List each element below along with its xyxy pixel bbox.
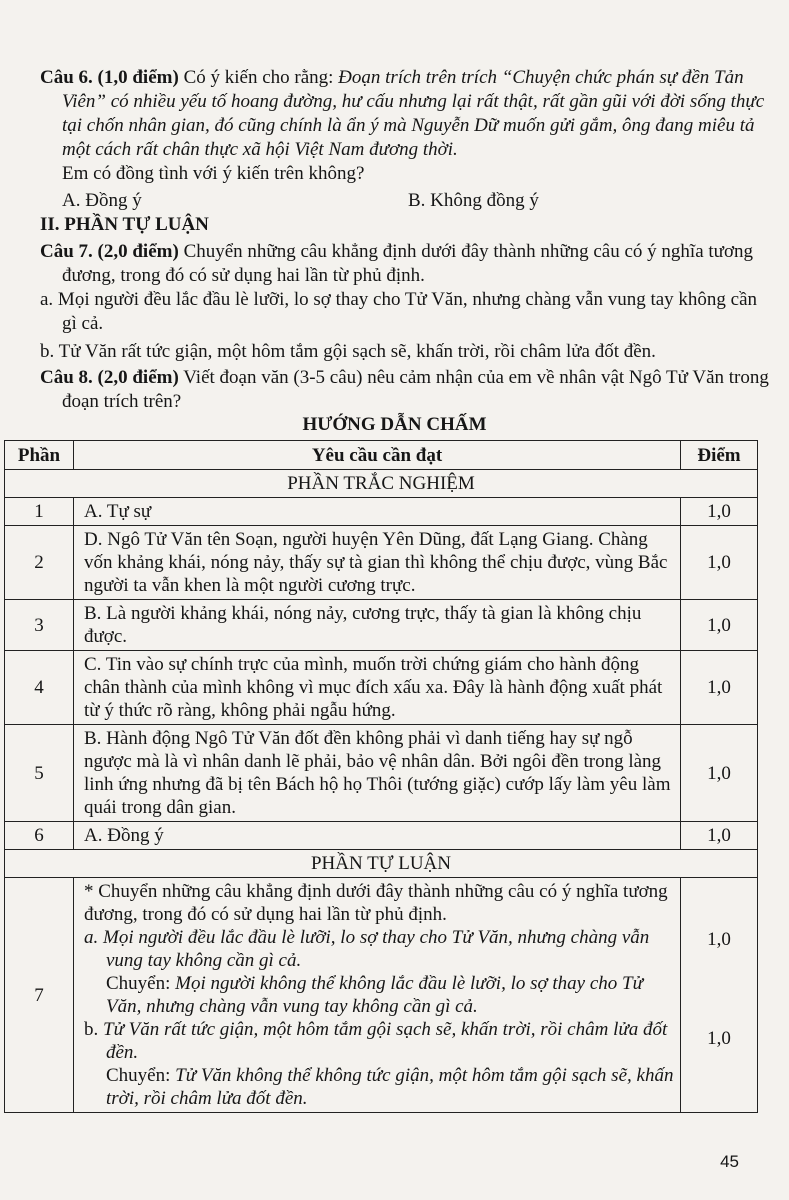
row-7-a-text: a. Mọi người đều lắc đầu lè lưỡi, lo sợ thay cho Tử Văn, nhưng chàng vẫn vung tay không cần gì cả. xyxy=(84,927,650,971)
row-part: 4 xyxy=(5,651,74,725)
section-essay-heading: II. PHẦN TỰ LUẬN xyxy=(40,214,209,235)
table-row xyxy=(5,822,758,850)
table-row xyxy=(5,878,758,1113)
row-score: 1,0 xyxy=(681,600,758,651)
row-requirement: A. Đồng ý xyxy=(74,822,681,850)
table-header-row xyxy=(5,441,758,470)
question-7b: b. Tử Văn rất tức giận, một hôm tắm gội sạch sẽ, khấn trời, rồi châm lửa đốt đền. xyxy=(40,341,656,362)
grading-guide-title: HƯỚNG DẪN CHẤM xyxy=(302,414,487,435)
row-7-a xyxy=(84,926,674,972)
row-7-b-conv-text: Tử Văn không thể không tức giận, một hôm tắm gội sạch sẽ, khấn trời, rồi châm lửa đốt đền. xyxy=(106,1065,674,1109)
row-requirement xyxy=(74,878,681,1113)
table-row xyxy=(5,600,758,651)
header-part: Phần xyxy=(5,441,74,470)
section-row-multiple-choice xyxy=(5,470,758,498)
row-part: 2 xyxy=(5,526,74,600)
row-part: 6 xyxy=(5,822,74,850)
row-score: 1,0 xyxy=(681,725,758,822)
row-7-b-prefix: b. xyxy=(84,1019,103,1040)
spacer xyxy=(687,951,751,1027)
row-7-score-a: 1,0 xyxy=(707,929,731,950)
table-row xyxy=(5,651,758,725)
row-7-a-conv-text: Mọi người không thể không lắc đầu lè lưỡi, lo sợ thay cho Tử Văn, nhưng chàng vẫn vung tay không cần gì cả. xyxy=(106,973,643,1017)
row-part: 3 xyxy=(5,600,74,651)
row-score: 1,0 xyxy=(681,498,758,526)
option-b: B. Không đồng ý xyxy=(408,190,539,211)
table-row xyxy=(5,725,758,822)
question-6-lead: Có ý kiến cho rằng: xyxy=(178,67,339,88)
row-score: 1,0 xyxy=(681,822,758,850)
row-7-b-conversion xyxy=(84,1064,674,1110)
question-7-label: Câu 7. (2,0 điểm) xyxy=(40,241,179,262)
table-row xyxy=(5,526,758,600)
question-7-text: Chuyển những câu khẳng định dưới đây thành những câu có ý nghĩa tương đương, trong đó có sử dụng hai lần từ phủ định. xyxy=(62,241,753,286)
option-a: A. Đồng ý xyxy=(62,190,142,211)
question-7 xyxy=(40,240,774,288)
section-multiple-choice: PHẦN TRẮC NGHIỆM xyxy=(5,470,758,498)
row-requirement: D. Ngô Tử Văn tên Soạn, người huyện Yên Dũng, đất Lạng Giang. Chàng vốn khảng khái, nóng nảy, thấy sự tà gian thì không thể chịu được, vùng Bắc người ta vẫn khen là một người cương trực. xyxy=(74,526,681,600)
section-essay: PHẦN TỰ LUẬN xyxy=(5,850,758,878)
row-7-a-conversion xyxy=(84,972,674,1018)
question-8-text: Viết đoạn văn (3-5 câu) nêu cảm nhận của em về nhân vật Ngô Tử Văn trong đoạn trích trên? xyxy=(62,367,769,412)
question-8 xyxy=(40,366,774,414)
page-number: 45 xyxy=(720,1152,739,1171)
grading-table xyxy=(4,440,758,1113)
row-part: 7 xyxy=(5,878,74,1113)
header-requirement: Yêu cầu cần đạt xyxy=(74,441,681,470)
row-requirement: B. Là người khảng khái, nóng nảy, cương trực, thấy tà gian là không chịu được. xyxy=(74,600,681,651)
row-score: 1,0 xyxy=(681,526,758,600)
question-6-quote: Đoạn trích trên trích “Chuyện chức phán sự đền Tản Viên” có nhiều yếu tố hoang đường, hư cấu nhưng lại rất thật, rất gần gũi với đời sống thực tại chốn nhân gian, đó cũng chính là ẩn ý mà Nguyễn Dữ muốn gửi gắm, ông đang miêu tả một cách rất chân thực xã hội Việt Nam đương thời. xyxy=(62,67,765,160)
question-8-label: Câu 8. (2,0 điểm) xyxy=(40,367,179,388)
section-row-essay xyxy=(5,850,758,878)
row-requirement: B. Hành động Ngô Tử Văn đốt đền không phải vì danh tiếng hay sự ngỗ ngược mà là vì nhân danh lẽ phải, bảo vệ nhân dân. Bởi ngôi đền trong làng linh ứng nhưng đã bị tên Bách hộ họ Thôi (tướng giặc) cướp lấy làm yêu làm quái trong dân gian. xyxy=(74,725,681,822)
table-row xyxy=(5,498,758,526)
row-7-b-text: Tử Văn rất tức giận, một hôm tắm gội sạch sẽ, khấn trời, rồi châm lửa đốt đền. xyxy=(103,1019,668,1063)
row-requirement: A. Tự sự xyxy=(74,498,681,526)
row-7-b-conv-label: Chuyển: xyxy=(106,1065,176,1086)
question-6-label: Câu 6. (1,0 điểm) xyxy=(40,67,179,88)
row-7-b xyxy=(84,1018,674,1064)
question-7a: a. Mọi người đều lắc đầu lè lưỡi, lo sợ thay cho Tử Văn, nhưng chàng vẫn vung tay không cần gì cả. xyxy=(40,289,758,334)
row-7-intro: * Chuyển những câu khẳng định dưới đây thành những câu có ý nghĩa tương đương, trong đó có sử dụng hai lần từ phủ định. xyxy=(84,881,668,925)
row-requirement: C. Tin vào sự chính trực của mình, muốn trời chứng giám cho hành động chân thành của mình không vì mục đích xấu xa. Đây là hành động xuất phát từ ý thức rõ ràng, không phải ngẫu hứng. xyxy=(74,651,681,725)
row-score: 1,0 xyxy=(681,651,758,725)
row-7-score-b: 1,0 xyxy=(707,1028,731,1049)
question-6-prompt: Em có đồng tình với ý kiến trên không? xyxy=(62,163,365,184)
row-part: 5 xyxy=(5,725,74,822)
row-7-a-conv-label: Chuyển: xyxy=(106,973,176,994)
row-part: 1 xyxy=(5,498,74,526)
header-score: Điểm xyxy=(681,441,758,470)
row-score xyxy=(681,878,758,1113)
question-6 xyxy=(40,66,774,162)
